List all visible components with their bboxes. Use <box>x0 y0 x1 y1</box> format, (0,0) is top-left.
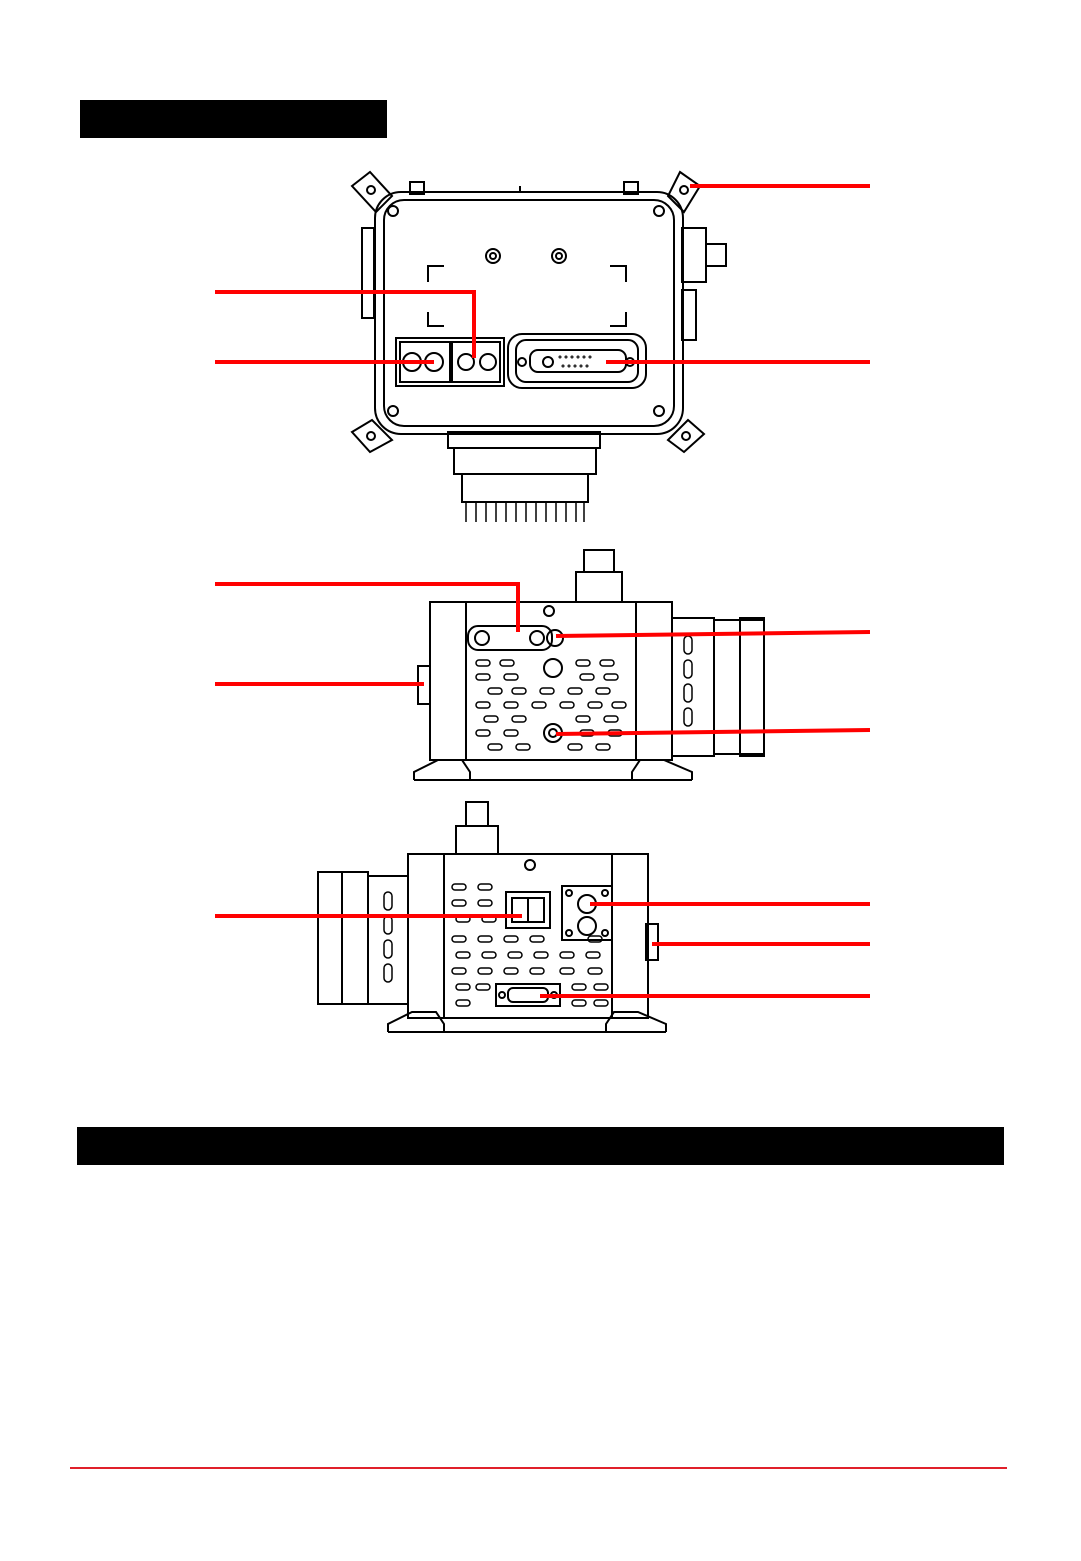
leader-round-port-center <box>556 730 870 734</box>
top-view-drawing <box>352 172 726 522</box>
footer-rule <box>70 1467 1007 1469</box>
leader-hex-port-right <box>556 632 870 636</box>
leader-circular-connector-top <box>215 584 518 632</box>
leader-lines <box>215 186 870 996</box>
corner-bracket <box>352 172 704 452</box>
